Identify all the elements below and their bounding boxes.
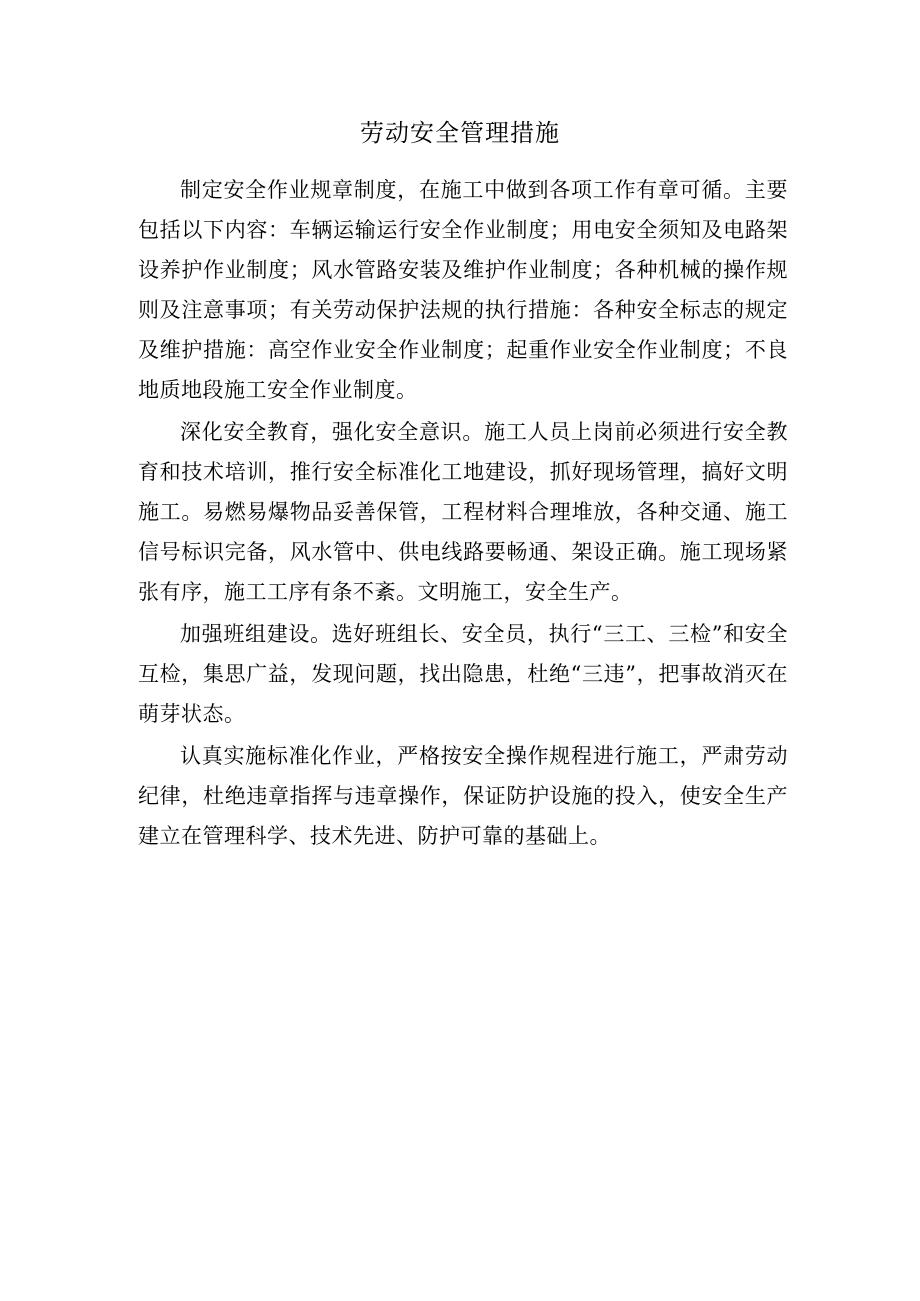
document-title: 劳动安全管理措施 [360,119,560,147]
document-body [138,170,788,856]
paragraph-safety-rules: 制定安全作业规章制度，在施工中做到各项工作有章可循。主要包括以下内容：车辆运输运行安全作业制度；用电安全须知及电路架设养护作业制度；风水管路安装及维护作业制度；各种机械的操作规则及注意事项；有关劳动保护法规的执行措施：各种安全标志的规定及维护措施：高空作业安全作业制度；起重作业安全作业制度；不良地质地段施工安全作业制度。 [138,178,788,402]
paragraph-standardized-work: 认真实施标准化作业，严格按安全操作规程进行施工，严肃劳动纪律，杜绝违章指挥与违章操作，保证防护设施的投入，使安全生产建立在管理科学、技术先进、防护可靠的基础上。 [138,744,788,848]
paragraph-safety-education: 深化安全教育，强化安全意识。施工人员上岗前必须进行安全教育和技术培训，推行安全标准化工地建设，抓好现场管理，搞好文明施工。易燃易爆物品妥善保管，工程材料合理堆放，各种交通、施工信号标识完备，风水管中、供电线路要畅通、架设正确。施工现场紧张有序，施工工序有条不紊。文明施工，安全生产。 [138,420,788,604]
paragraph-team-building: 加强班组建设。选好班组长、安全员，执行“三工、三检”和安全互检，集思广益，发现问题，找出隐患，杜绝“三违”，把事故消灭在萌芽状态。 [138,622,788,726]
